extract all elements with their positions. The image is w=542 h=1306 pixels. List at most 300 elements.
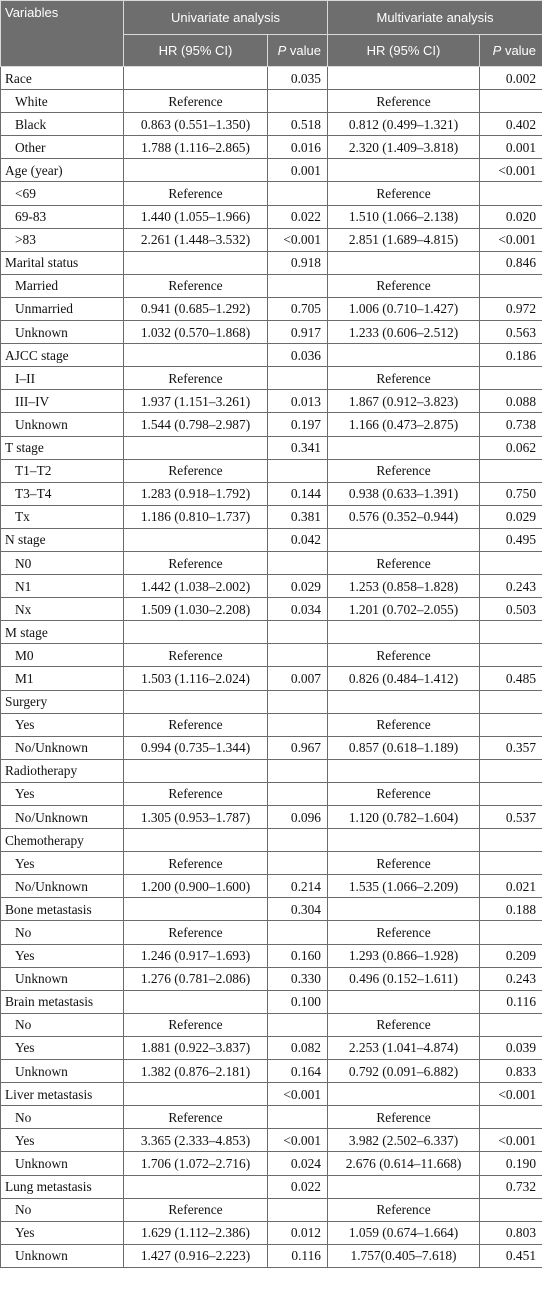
univariate-p-cell: [268, 713, 328, 736]
variable-cell: Age (year): [1, 159, 124, 182]
univariate-hr-cell: Reference: [124, 1013, 268, 1036]
multivariate-p-cell: 0.209: [480, 944, 542, 967]
multivariate-p-cell: [480, 182, 542, 205]
multivariate-hr-cell: Reference: [328, 551, 480, 574]
table-row: [1, 621, 542, 644]
multivariate-p-cell: 0.243: [480, 967, 542, 990]
header-uni-pvalue: [268, 35, 328, 67]
variable-cell: Radiotherapy: [1, 759, 124, 782]
univariate-p-cell: 0.036: [268, 344, 328, 367]
multivariate-hr-cell: 1.059 (0.674–1.664): [328, 1221, 480, 1244]
univariate-hr-cell: 0.994 (0.735–1.344): [124, 736, 268, 759]
variable-cell: Unknown: [1, 1060, 124, 1083]
multivariate-p-cell: 0.537: [480, 806, 542, 829]
multivariate-hr-cell: Reference: [328, 644, 480, 667]
multivariate-p-cell: 0.402: [480, 113, 542, 136]
multivariate-hr-cell: Reference: [328, 782, 480, 805]
variable-cell: No/Unknown: [1, 806, 124, 829]
table-row: [1, 136, 542, 159]
multivariate-hr-cell: [328, 344, 480, 367]
univariate-hr-cell: 1.503 (1.116–2.024): [124, 667, 268, 690]
multivariate-hr-cell: 0.496 (0.152–1.611): [328, 967, 480, 990]
p-value-text: value: [501, 43, 537, 58]
univariate-p-cell: 0.016: [268, 136, 328, 159]
multivariate-p-cell: 0.088: [480, 390, 542, 413]
univariate-hr-cell: 1.881 (0.922–3.837): [124, 1036, 268, 1059]
univariate-hr-cell: 1.382 (0.876–2.181): [124, 1060, 268, 1083]
multivariate-hr-cell: 1.293 (0.866–1.928): [328, 944, 480, 967]
univariate-hr-cell: [124, 690, 268, 713]
multivariate-p-cell: 0.972: [480, 297, 542, 320]
variable-cell: Unmarried: [1, 297, 124, 320]
univariate-hr-cell: Reference: [124, 713, 268, 736]
univariate-p-cell: [268, 921, 328, 944]
univariate-hr-cell: Reference: [124, 367, 268, 390]
univariate-hr-cell: Reference: [124, 644, 268, 667]
header-uni-hr: HR (95% CI): [124, 35, 268, 67]
multivariate-hr-cell: 1.006 (0.710–1.427): [328, 297, 480, 320]
univariate-p-cell: 0.918: [268, 251, 328, 274]
univariate-hr-cell: 1.246 (0.917–1.693): [124, 944, 268, 967]
variable-cell: Unknown: [1, 1244, 124, 1267]
univariate-p-cell: 0.100: [268, 990, 328, 1013]
univariate-p-cell: 0.035: [268, 67, 328, 90]
table-row: [1, 644, 542, 667]
univariate-p-cell: 0.197: [268, 413, 328, 436]
univariate-hr-cell: 1.283 (0.918–1.792): [124, 482, 268, 505]
univariate-hr-cell: 1.276 (0.781–2.086): [124, 967, 268, 990]
variable-cell: <69: [1, 182, 124, 205]
univariate-p-cell: 0.341: [268, 436, 328, 459]
multivariate-hr-cell: [328, 621, 480, 644]
univariate-p-cell: [268, 782, 328, 805]
univariate-hr-cell: 1.440 (1.055–1.966): [124, 205, 268, 228]
multivariate-hr-cell: [328, 528, 480, 551]
univariate-p-cell: [268, 1013, 328, 1036]
variable-cell: Bone metastasis: [1, 898, 124, 921]
univariate-p-cell: [268, 829, 328, 852]
univariate-p-cell: 0.160: [268, 944, 328, 967]
table-row: [1, 667, 542, 690]
univariate-p-cell: [268, 621, 328, 644]
variable-cell: Nx: [1, 598, 124, 621]
multivariate-p-cell: 0.803: [480, 1221, 542, 1244]
multivariate-p-cell: 0.039: [480, 1036, 542, 1059]
univariate-hr-cell: Reference: [124, 782, 268, 805]
multivariate-hr-cell: 0.826 (0.484–1.412): [328, 667, 480, 690]
multivariate-hr-cell: Reference: [328, 713, 480, 736]
univariate-p-cell: 0.013: [268, 390, 328, 413]
variable-cell: Married: [1, 274, 124, 297]
univariate-hr-cell: Reference: [124, 921, 268, 944]
table-row: [1, 113, 542, 136]
univariate-p-cell: <0.001: [268, 1083, 328, 1106]
variable-cell: No: [1, 1198, 124, 1221]
univariate-p-cell: 0.116: [268, 1244, 328, 1267]
multivariate-p-cell: 0.029: [480, 505, 542, 528]
univariate-hr-cell: [124, 1175, 268, 1198]
multivariate-p-cell: 0.495: [480, 528, 542, 551]
univariate-hr-cell: 3.365 (2.333–4.853): [124, 1129, 268, 1152]
variable-cell: No: [1, 921, 124, 944]
variable-cell: T stage: [1, 436, 124, 459]
multivariate-hr-cell: Reference: [328, 367, 480, 390]
univariate-p-cell: 0.967: [268, 736, 328, 759]
table-row: [1, 182, 542, 205]
multivariate-p-cell: 0.190: [480, 1152, 542, 1175]
table-row: [1, 205, 542, 228]
variable-cell: N stage: [1, 528, 124, 551]
variable-cell: Yes: [1, 1221, 124, 1244]
multivariate-hr-cell: Reference: [328, 90, 480, 113]
univariate-p-cell: 0.214: [268, 875, 328, 898]
variable-cell: M stage: [1, 621, 124, 644]
multivariate-p-cell: 0.186: [480, 344, 542, 367]
variable-cell: No/Unknown: [1, 736, 124, 759]
multivariate-p-cell: [480, 1198, 542, 1221]
multivariate-p-cell: 0.833: [480, 1060, 542, 1083]
univariate-p-cell: 0.012: [268, 1221, 328, 1244]
univariate-p-cell: 0.034: [268, 598, 328, 621]
multivariate-hr-cell: 1.166 (0.473–2.875): [328, 413, 480, 436]
variable-cell: Unknown: [1, 321, 124, 344]
table-row: [1, 1244, 542, 1267]
univariate-p-cell: 0.917: [268, 321, 328, 344]
multivariate-p-cell: [480, 551, 542, 574]
univariate-hr-cell: [124, 436, 268, 459]
multivariate-hr-cell: Reference: [328, 459, 480, 482]
header-variables: Variables: [1, 1, 124, 67]
table-row: [1, 505, 542, 528]
variable-cell: No/Unknown: [1, 875, 124, 898]
univariate-hr-cell: Reference: [124, 1106, 268, 1129]
multivariate-p-cell: [480, 852, 542, 875]
multivariate-p-cell: [480, 274, 542, 297]
table-header: [1, 1, 542, 67]
multivariate-p-cell: 0.503: [480, 598, 542, 621]
univariate-p-cell: [268, 1106, 328, 1129]
univariate-p-cell: 0.304: [268, 898, 328, 921]
variable-cell: Unknown: [1, 413, 124, 436]
table-row: [1, 90, 542, 113]
multivariate-p-cell: <0.001: [480, 228, 542, 251]
univariate-hr-cell: [124, 528, 268, 551]
multivariate-hr-cell: 2.253 (1.041–4.874): [328, 1036, 480, 1059]
multivariate-p-cell: [480, 1013, 542, 1036]
variable-cell: Marital status: [1, 251, 124, 274]
univariate-p-cell: [268, 182, 328, 205]
univariate-p-cell: [268, 1198, 328, 1221]
table-row: [1, 921, 542, 944]
univariate-p-cell: 0.029: [268, 575, 328, 598]
table-row: [1, 551, 542, 574]
header-multi-hr: HR (95% CI): [328, 35, 480, 67]
multivariate-hr-cell: Reference: [328, 274, 480, 297]
univariate-hr-cell: 1.427 (0.916–2.223): [124, 1244, 268, 1267]
table-row: [1, 159, 542, 182]
multivariate-p-cell: 0.563: [480, 321, 542, 344]
univariate-hr-cell: 1.788 (1.116–2.865): [124, 136, 268, 159]
variable-cell: Black: [1, 113, 124, 136]
univariate-hr-cell: Reference: [124, 852, 268, 875]
univariate-hr-cell: 1.544 (0.798–2.987): [124, 413, 268, 436]
multivariate-p-cell: 0.116: [480, 990, 542, 1013]
univariate-p-cell: [268, 274, 328, 297]
p-italic: P: [492, 43, 502, 58]
univariate-p-cell: 0.024: [268, 1152, 328, 1175]
multivariate-p-cell: 0.732: [480, 1175, 542, 1198]
multivariate-hr-cell: 0.938 (0.633–1.391): [328, 482, 480, 505]
table-body: [1, 67, 542, 1268]
variable-cell: Yes: [1, 782, 124, 805]
univariate-p-cell: 0.164: [268, 1060, 328, 1083]
univariate-hr-cell: [124, 159, 268, 182]
table-row: [1, 321, 542, 344]
univariate-p-cell: [268, 852, 328, 875]
table-row: [1, 482, 542, 505]
univariate-hr-cell: Reference: [124, 90, 268, 113]
table-row: [1, 1221, 542, 1244]
multivariate-p-cell: [480, 459, 542, 482]
univariate-p-cell: [268, 690, 328, 713]
variable-cell: Race: [1, 67, 124, 90]
multivariate-p-cell: [480, 690, 542, 713]
multivariate-p-cell: <0.001: [480, 1083, 542, 1106]
univariate-p-cell: 0.330: [268, 967, 328, 990]
table-row: [1, 459, 542, 482]
table-row: [1, 297, 542, 320]
multivariate-hr-cell: Reference: [328, 1106, 480, 1129]
multivariate-p-cell: 0.750: [480, 482, 542, 505]
multivariate-p-cell: 0.062: [480, 436, 542, 459]
variable-cell: Yes: [1, 944, 124, 967]
multivariate-hr-cell: 0.576 (0.352–0.944): [328, 505, 480, 528]
univariate-hr-cell: [124, 621, 268, 644]
multivariate-p-cell: 0.485: [480, 667, 542, 690]
univariate-hr-cell: [124, 990, 268, 1013]
univariate-hr-cell: 2.261 (1.448–3.532): [124, 228, 268, 251]
variable-cell: AJCC stage: [1, 344, 124, 367]
table-row: [1, 413, 542, 436]
table-row: [1, 274, 542, 297]
multivariate-p-cell: [480, 713, 542, 736]
header-univariate: Univariate analysis: [124, 1, 328, 35]
multivariate-hr-cell: [328, 1083, 480, 1106]
table-row: [1, 344, 542, 367]
univariate-hr-cell: [124, 898, 268, 921]
table-row: [1, 1106, 542, 1129]
univariate-hr-cell: [124, 67, 268, 90]
variable-cell: N1: [1, 575, 124, 598]
multivariate-hr-cell: 2.676 (0.614–11.668): [328, 1152, 480, 1175]
univariate-p-cell: 0.022: [268, 1175, 328, 1198]
table-row: [1, 367, 542, 390]
univariate-hr-cell: 1.032 (0.570–1.868): [124, 321, 268, 344]
multivariate-hr-cell: [328, 990, 480, 1013]
multivariate-hr-cell: 1.867 (0.912–3.823): [328, 390, 480, 413]
multivariate-hr-cell: 1.120 (0.782–1.604): [328, 806, 480, 829]
table-row: [1, 690, 542, 713]
multivariate-hr-cell: [328, 251, 480, 274]
multivariate-p-cell: 0.738: [480, 413, 542, 436]
variable-cell: Yes: [1, 1036, 124, 1059]
univariate-hr-cell: 1.186 (0.810–1.737): [124, 505, 268, 528]
univariate-hr-cell: 1.629 (1.112–2.386): [124, 1221, 268, 1244]
table-row: [1, 598, 542, 621]
multivariate-hr-cell: 0.792 (0.091–6.882): [328, 1060, 480, 1083]
multivariate-p-cell: [480, 621, 542, 644]
multivariate-p-cell: [480, 921, 542, 944]
univariate-p-cell: 0.042: [268, 528, 328, 551]
variable-cell: I–II: [1, 367, 124, 390]
multivariate-p-cell: [480, 759, 542, 782]
p-value-text: value: [286, 43, 322, 58]
variable-cell: Other: [1, 136, 124, 159]
univariate-p-cell: 0.518: [268, 113, 328, 136]
multivariate-hr-cell: Reference: [328, 921, 480, 944]
univariate-p-cell: 0.022: [268, 205, 328, 228]
univariate-hr-cell: 1.706 (1.072–2.716): [124, 1152, 268, 1175]
variable-cell: White: [1, 90, 124, 113]
variable-cell: Lung metastasis: [1, 1175, 124, 1198]
multivariate-hr-cell: 0.857 (0.618–1.189): [328, 736, 480, 759]
multivariate-p-cell: [480, 367, 542, 390]
univariate-p-cell: [268, 644, 328, 667]
univariate-hr-cell: [124, 759, 268, 782]
variable-cell: 69-83: [1, 205, 124, 228]
multivariate-hr-cell: 1.757(0.405–7.618): [328, 1244, 480, 1267]
multivariate-hr-cell: 3.982 (2.502–6.337): [328, 1129, 480, 1152]
variable-cell: Yes: [1, 713, 124, 736]
univariate-p-cell: 0.144: [268, 482, 328, 505]
multivariate-hr-cell: 1.233 (0.606–2.512): [328, 321, 480, 344]
multivariate-p-cell: [480, 90, 542, 113]
variable-cell: Chemotherapy: [1, 829, 124, 852]
multivariate-p-cell: 0.451: [480, 1244, 542, 1267]
univariate-hr-cell: Reference: [124, 551, 268, 574]
multivariate-p-cell: [480, 1106, 542, 1129]
table-row: [1, 1129, 542, 1152]
table-row: [1, 1060, 542, 1083]
variable-cell: Yes: [1, 852, 124, 875]
univariate-p-cell: [268, 759, 328, 782]
table-row: [1, 1175, 542, 1198]
table-row: [1, 829, 542, 852]
univariate-hr-cell: 0.863 (0.551–1.350): [124, 113, 268, 136]
multivariate-hr-cell: [328, 159, 480, 182]
table-row: [1, 575, 542, 598]
table-row: [1, 1198, 542, 1221]
univariate-p-cell: 0.082: [268, 1036, 328, 1059]
table-row: [1, 967, 542, 990]
multivariate-p-cell: 0.002: [480, 67, 542, 90]
multivariate-hr-cell: [328, 1175, 480, 1198]
variable-cell: No: [1, 1106, 124, 1129]
univariate-hr-cell: 1.509 (1.030–2.208): [124, 598, 268, 621]
univariate-p-cell: 0.381: [268, 505, 328, 528]
table-row: [1, 1013, 542, 1036]
univariate-p-cell: <0.001: [268, 228, 328, 251]
univariate-hr-cell: [124, 1083, 268, 1106]
univariate-p-cell: [268, 459, 328, 482]
multivariate-hr-cell: [328, 67, 480, 90]
table-row: [1, 713, 542, 736]
univariate-hr-cell: [124, 829, 268, 852]
multivariate-p-cell: [480, 829, 542, 852]
table-row: [1, 806, 542, 829]
table-row: [1, 436, 542, 459]
multivariate-hr-cell: 1.535 (1.066–2.209): [328, 875, 480, 898]
table-row: [1, 736, 542, 759]
p-italic: P: [277, 43, 287, 58]
variable-cell: Unknown: [1, 967, 124, 990]
multivariate-p-cell: 0.846: [480, 251, 542, 274]
univariate-p-cell: 0.705: [268, 297, 328, 320]
univariate-hr-cell: 1.442 (1.038–2.002): [124, 575, 268, 598]
multivariate-hr-cell: Reference: [328, 182, 480, 205]
multivariate-hr-cell: 0.812 (0.499–1.321): [328, 113, 480, 136]
variable-cell: Yes: [1, 1129, 124, 1152]
header-multivariate: Multivariate analysis: [328, 1, 542, 35]
table-row: [1, 875, 542, 898]
multivariate-hr-cell: 1.510 (1.066–2.138): [328, 205, 480, 228]
univariate-p-cell: [268, 551, 328, 574]
multivariate-hr-cell: [328, 898, 480, 921]
variable-cell: No: [1, 1013, 124, 1036]
multivariate-hr-cell: Reference: [328, 1013, 480, 1036]
multivariate-p-cell: 0.188: [480, 898, 542, 921]
variable-cell: >83: [1, 228, 124, 251]
multivariate-hr-cell: 1.253 (0.858–1.828): [328, 575, 480, 598]
table-row: [1, 782, 542, 805]
table-row: [1, 944, 542, 967]
multivariate-p-cell: [480, 782, 542, 805]
univariate-hr-cell: 1.305 (0.953–1.787): [124, 806, 268, 829]
univariate-hr-cell: Reference: [124, 1198, 268, 1221]
multivariate-p-cell: 0.020: [480, 205, 542, 228]
table-row: [1, 1083, 542, 1106]
univariate-p-cell: 0.001: [268, 159, 328, 182]
univariate-p-cell: <0.001: [268, 1129, 328, 1152]
variable-cell: Brain metastasis: [1, 990, 124, 1013]
multivariate-hr-cell: [328, 436, 480, 459]
variable-cell: T1–T2: [1, 459, 124, 482]
univariate-p-cell: 0.096: [268, 806, 328, 829]
header-multi-pvalue: [480, 35, 542, 67]
univariate-hr-cell: [124, 344, 268, 367]
variable-cell: T3–T4: [1, 482, 124, 505]
multivariate-p-cell: 0.357: [480, 736, 542, 759]
table-row: [1, 1036, 542, 1059]
multivariate-p-cell: <0.001: [480, 159, 542, 182]
variable-cell: III–IV: [1, 390, 124, 413]
multivariate-p-cell: 0.021: [480, 875, 542, 898]
variable-cell: Surgery: [1, 690, 124, 713]
table-row: [1, 67, 542, 90]
univariate-hr-cell: Reference: [124, 182, 268, 205]
variable-cell: Unknown: [1, 1152, 124, 1175]
table-row: [1, 852, 542, 875]
univariate-hr-cell: 0.941 (0.685–1.292): [124, 297, 268, 320]
univariate-hr-cell: Reference: [124, 459, 268, 482]
multivariate-hr-cell: 1.201 (0.702–2.055): [328, 598, 480, 621]
univariate-hr-cell: [124, 251, 268, 274]
multivariate-hr-cell: Reference: [328, 852, 480, 875]
table-row: [1, 898, 542, 921]
univariate-hr-cell: 1.937 (1.151–3.261): [124, 390, 268, 413]
table-row: [1, 1152, 542, 1175]
variable-cell: N0: [1, 551, 124, 574]
